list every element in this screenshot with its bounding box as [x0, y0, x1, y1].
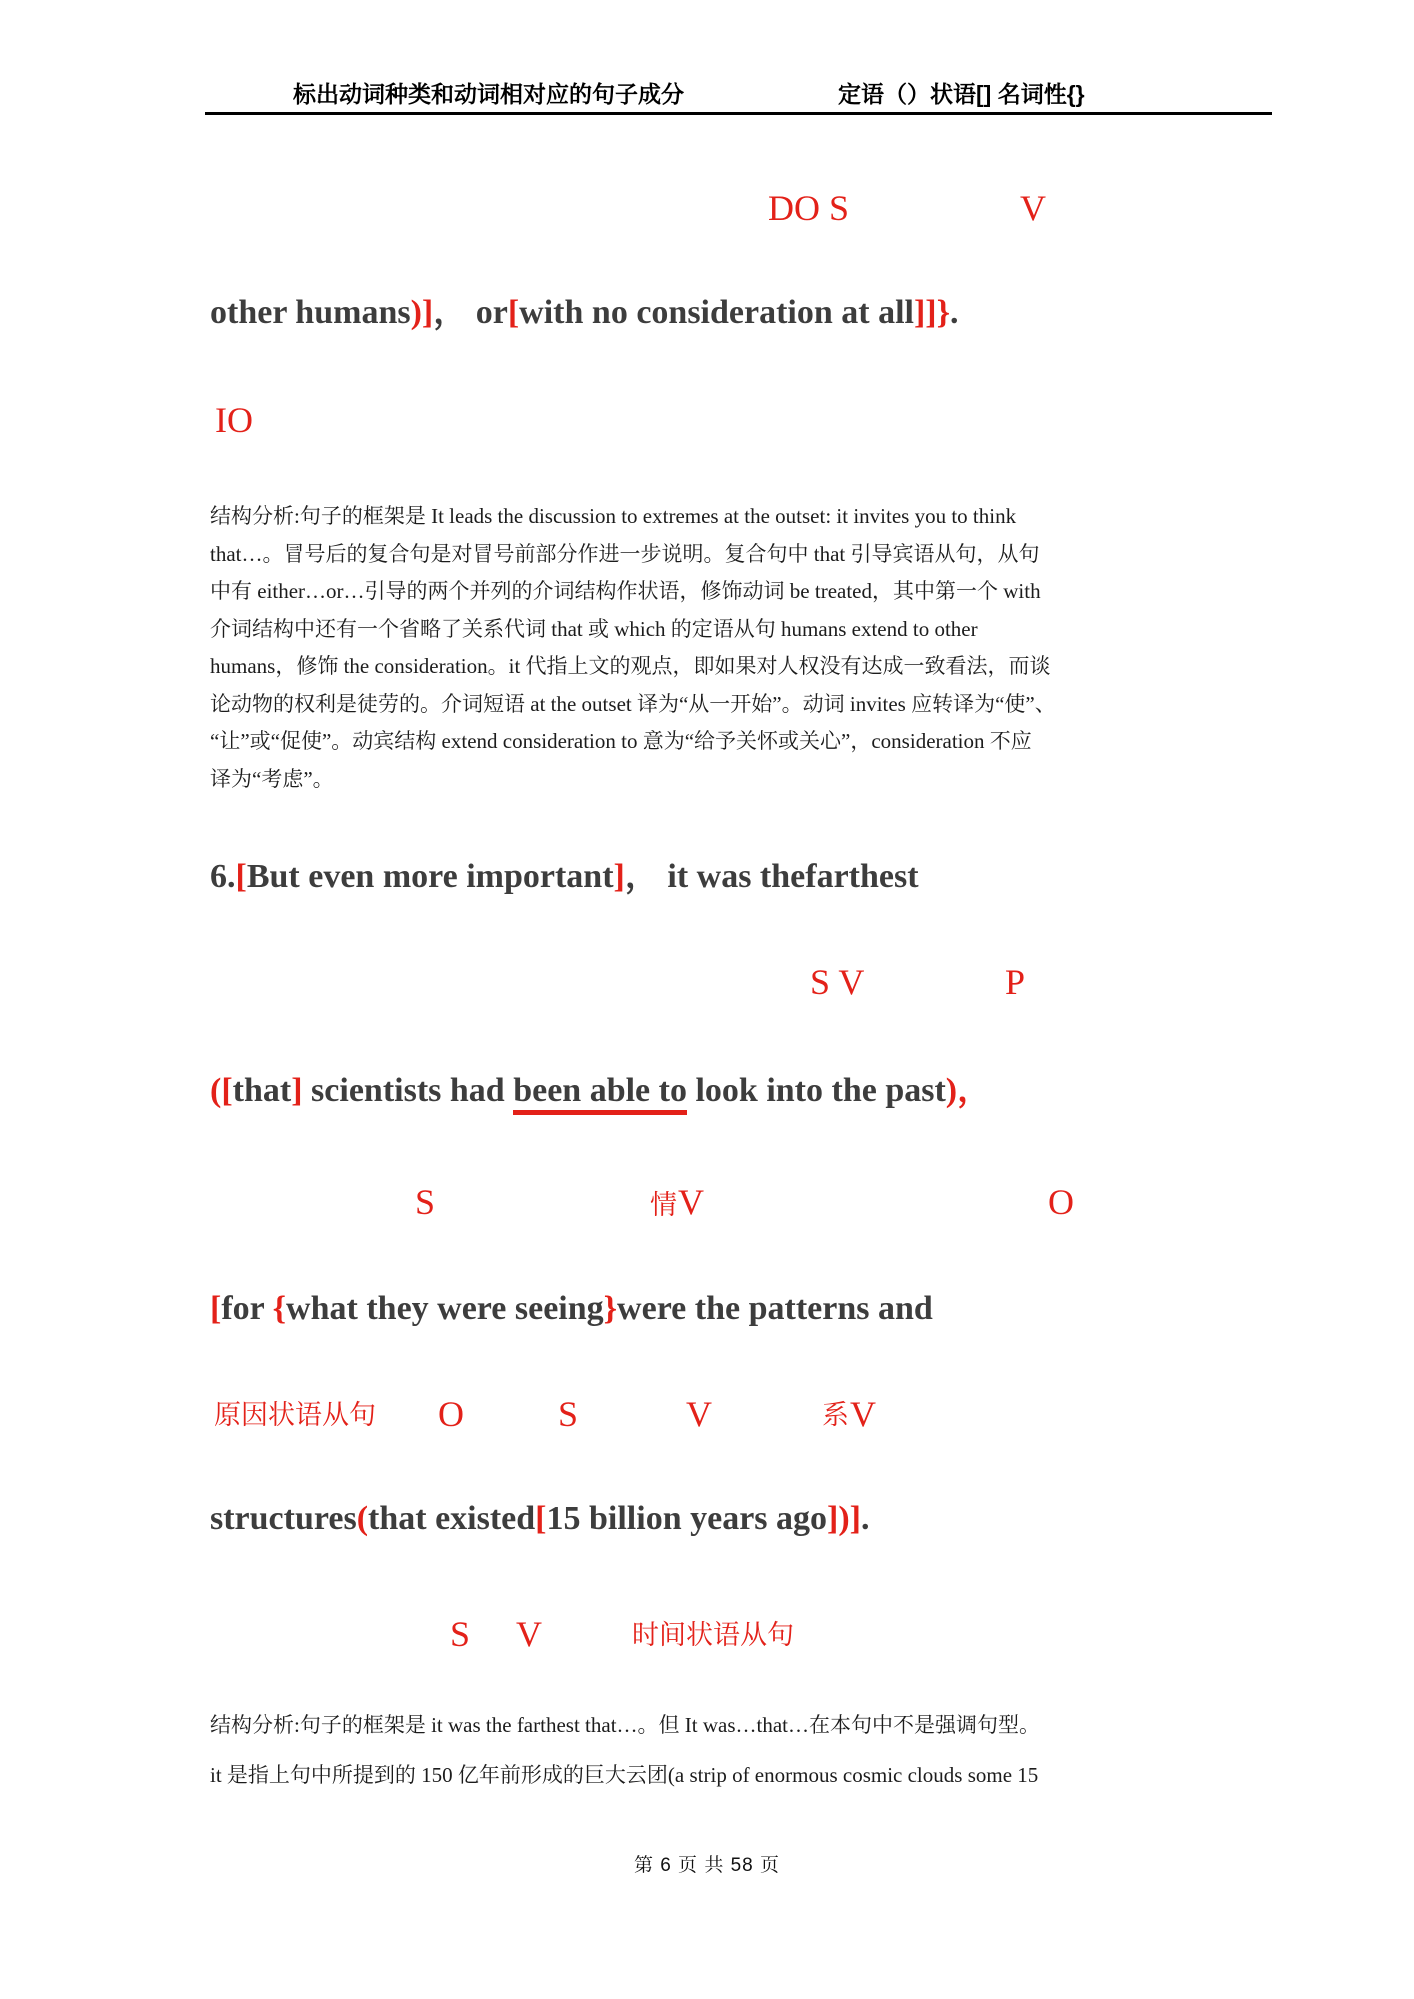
paragraph-line: 译为“考虑”。 [210, 766, 334, 791]
sentence-line-2 [210, 1070, 991, 1113]
annotation-s: S [558, 1394, 579, 1434]
bracket-red: [ [221, 1072, 233, 1109]
analysis-paragraph-1 [210, 498, 1056, 798]
bracket-red: ] [291, 1072, 303, 1109]
sentence-segment: scientists had [302, 1072, 514, 1109]
sentence-segment: But even more important [246, 858, 614, 895]
bracket-red: ( [210, 1072, 222, 1109]
sentence-segment: 15 billion years ago [546, 1500, 828, 1537]
sentence-segment: that existed [368, 1500, 536, 1537]
bracket-red: ) [945, 1072, 958, 1109]
comma-red: ， [957, 1072, 992, 1109]
sentence-segment: what they were seeing [286, 1290, 604, 1327]
annotation-time-adverbial-clause: 时间状语从句 [632, 1620, 794, 1650]
paragraph-line: 中有 either…or…引导的两个并列的介词结构作状语，修饰动词 be treated，其中第一个 with [210, 579, 1041, 603]
annotation-v: V [850, 1394, 876, 1434]
annotation-o: O [438, 1394, 464, 1434]
sentence-line-4 [210, 1498, 870, 1541]
bracket-red: ]]} [913, 294, 951, 331]
sentence-segment: structures [210, 1500, 357, 1537]
paragraph-line: 结构分析:句子的框架是 It leads the discussion to extremes at the outset: it invites you to think [210, 504, 1017, 528]
sentence-segment: other humans [210, 294, 411, 331]
annotation-s-v: S V [810, 962, 865, 1002]
annotation-v: V [686, 1394, 712, 1434]
sentence-segment: for [221, 1290, 273, 1327]
sentence-segment: that [232, 1072, 292, 1109]
brace-red: } [603, 1290, 618, 1327]
header-right-legend: 定语（）状语[] 名词性{} [838, 81, 1085, 107]
annotation-v: V [1020, 188, 1046, 228]
bracket-red: )] [410, 294, 434, 331]
annotation-o: O [1048, 1182, 1074, 1222]
paragraph-line: “让”或“促使”。动宾结构 extend consideration to 意为“给予关怀或关心”，consideration 不应 [210, 729, 1032, 753]
bracket-red: [ [235, 858, 247, 895]
sentence-segment: with no consideration at all [519, 294, 914, 331]
sentence-segment: or [475, 294, 508, 331]
sentence-segment: it was thefarthest [667, 858, 919, 895]
sentence-segment: look into the past [686, 1072, 946, 1109]
sentence-line-3 [210, 1288, 933, 1331]
header-rule [205, 112, 1272, 115]
page-number: 第 6 页 共 58 页 [633, 1855, 781, 1876]
item-number: 6. [210, 858, 236, 895]
paragraph-line: 介词结构中还有一个省略了关系代词 that 或 which 的定语从句 humans extend to other [210, 616, 978, 641]
header-left-title: 标出动词种类和动词相对应的句子成分 [293, 81, 684, 107]
sentence-segment: were the patterns and [617, 1290, 933, 1327]
annotation-v: V [516, 1614, 542, 1654]
analysis-paragraph-2 [210, 1700, 1040, 1800]
sentence-heading-6 [210, 856, 919, 899]
paragraph-line: that…。冒号后的复合句是对冒号前部分作进一步说明。复合句中 that 引导宾语从句，从句 [210, 541, 1040, 566]
bracket-red: [ [210, 1290, 222, 1327]
sentence-line-1 [210, 292, 959, 335]
annotation-do-s: DO S [768, 188, 850, 228]
page-footer [0, 1850, 1414, 1877]
sentence-segment: ， [433, 294, 476, 331]
annotation-io: IO [215, 400, 253, 440]
paragraph-line: 结构分析:句子的框架是 it was the farthest that…。但 It was…that…在本句中不是强调句型。 [210, 1713, 1041, 1737]
paragraph-line: humans，修饰 the consideration。it 代指上文的观点，即如果对人权没有达成一致看法，而谈 [210, 654, 1051, 678]
annotation-xi: 系 [822, 1400, 849, 1430]
brace-red: { [272, 1290, 287, 1327]
annotation-reason-adverbial-clause: 原因状语从句 [214, 1400, 376, 1430]
annotation-s: S [415, 1182, 436, 1222]
annotation-p: P [1005, 962, 1026, 1002]
bracket-red: [ [507, 294, 520, 331]
sentence-segment: ， [624, 858, 668, 895]
bracket-red: ] [613, 858, 625, 895]
annotation-s: S [450, 1614, 471, 1654]
sentence-segment: . [950, 294, 959, 331]
paragraph-line: it 是指上句中所提到的 150 亿年前形成的巨大云团(a strip of enormous cosmic clouds some 15 [210, 1763, 1039, 1787]
annotation-v: V [678, 1182, 704, 1222]
paragraph-line: 论动物的权利是徒劳的。介词短语 at the outset 译为“从一开始”。动词 invites 应转译为“使”、 [210, 691, 1056, 716]
bracket-red: [ [535, 1500, 547, 1537]
annotation-qing: 情 [650, 1190, 677, 1220]
paren-red: ( [356, 1500, 369, 1537]
underlined-phrase: been able to [513, 1072, 687, 1115]
sentence-segment: . [861, 1500, 870, 1537]
bracket-red: ])] [827, 1500, 861, 1537]
